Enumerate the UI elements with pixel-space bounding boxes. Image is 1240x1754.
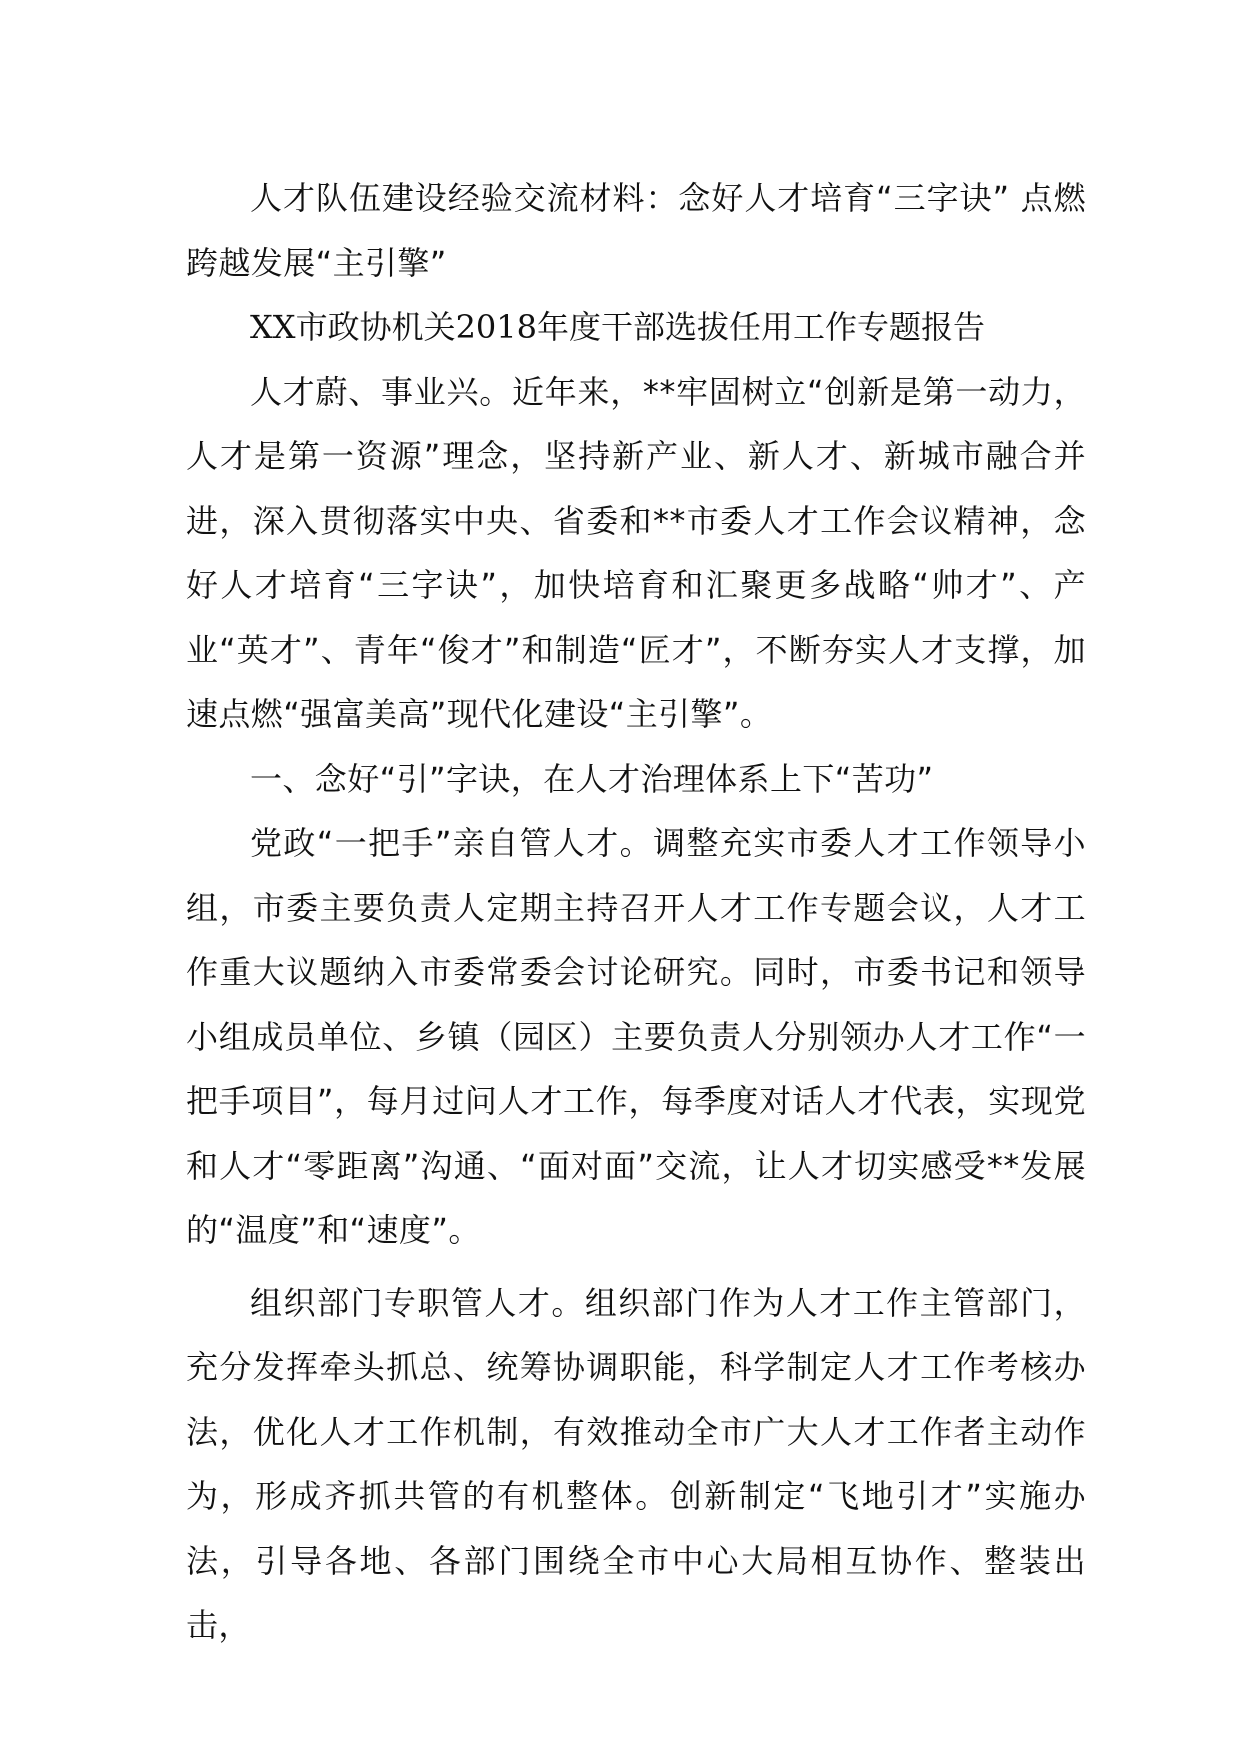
- paragraph-leaders: 党政“一把手”亲自管人才。调整充实市委人才工作领导小组，市委主要负责人定期主持召开人才工作专题会议，人才工作重大议题纳入市委常委会讨论研究。同时，市委书记和领导小组成员单位、乡镇（园区）主要负责人分别领办人才工作“一把手项目”，每月过问人才工作，每季度对话人才代表，实现党和人才“零距离”沟通、“面对面”交流，让人才切实感受**发展的“温度”和“速度”。: [186, 824, 1086, 1249]
- section-heading: 一、念好“引”字诀，在人才治理体系上下“苦功”: [250, 759, 934, 798]
- document-title: 人才队伍建设经验交流材料：念好人才培育“三字诀” 点燃跨越发展“主引擎”: [186, 179, 1086, 282]
- paragraph-organization: 组织部门专职管人才。组织部门作为人才工作主管部门，充分发挥牵头抓总、统筹协调职能，科学制定人才工作考核办法，优化人才工作机制，有效推动全市广大人才工作者主动作为，形成齐抓共管的有机整体。创新制定“飞地引才”实施办法，引导各地、各部门围绕全市中心大局相互协作、整装出击，: [186, 1283, 1086, 1644]
- paragraph-intro: 人才蔚、事业兴。近年来，**牢固树立“创新是第一动力，人才是第一资源”理念，坚持新产业、新人才、新城市融合并进，深入贯彻落实中央、省委和**市委人才工作会议精神，念好人才培育“三字诀”，加快培育和汇聚更多战略“帅才”、产业“英才”、青年“俊才”和制造“匠才”，不断夯实人才支撑，加速点燃“强富美高”现代化建设“主引擎”。: [186, 372, 1086, 733]
- document-body: [186, 166, 1086, 1658]
- document-subtitle: XX市政协机关2018年度干部选拔任用工作专题报告: [250, 308, 986, 346]
